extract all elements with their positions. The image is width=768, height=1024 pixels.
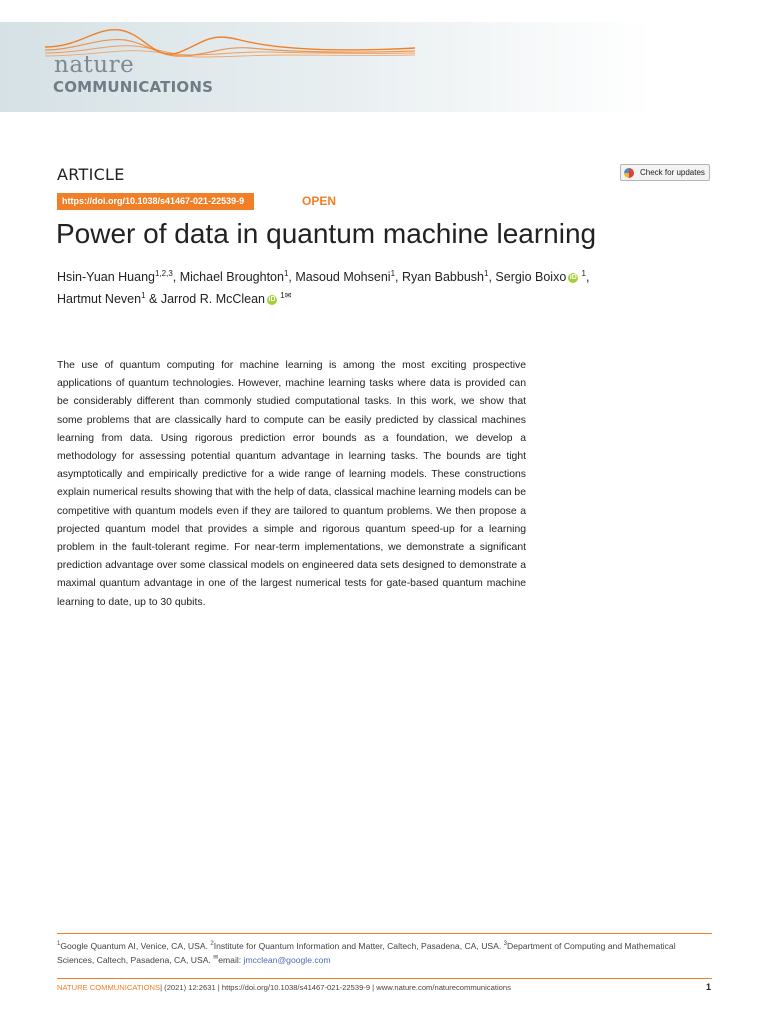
affiliations-footnote bbox=[57, 940, 712, 967]
email-envelope-icon: ✉ bbox=[213, 954, 219, 961]
email-label: email: bbox=[218, 954, 244, 965]
author-separator: , bbox=[288, 270, 296, 284]
author-affiliation: 1 bbox=[484, 268, 489, 278]
journal-logo-communications: COMMUNICATIONS bbox=[53, 78, 214, 96]
author-separator: , bbox=[172, 270, 180, 284]
affiliation-3-number: 3 bbox=[503, 941, 507, 948]
page-number: 1 bbox=[705, 982, 711, 992]
author-name[interactable]: Hartmut Neven bbox=[57, 292, 142, 306]
author-affiliation: 1 bbox=[283, 268, 289, 278]
author-affiliation: 1,2,3 bbox=[154, 268, 173, 278]
footnote-divider bbox=[57, 933, 712, 934]
footer-citation: | (2021) 12:2631 | https://doi.org/10.1038/s41467-021-22539-9 | www.nature.com/naturecommunications bbox=[160, 983, 511, 992]
check-for-updates-button[interactable] bbox=[620, 164, 710, 181]
affiliation-1: Google Quantum AI, Venice, CA, USA. bbox=[60, 941, 211, 951]
author-affiliation: 1 bbox=[390, 268, 396, 278]
crossmark-icon bbox=[624, 168, 634, 178]
abstract: The use of quantum computing for machine learning is among the most exciting prospective applications of quantum technologies. However, machine learning tasks where data is provided can be considerably different than commonly studied computational tasks. In this work, we show that some problems that are classically hard to compute can be easily predicted by classical machines learning from data. Using rigorous prediction error bounds as a foundation, we develop a methodology for assessing potential quantum advantage in learning tasks. The bounds are tight asymptotically and empirically predictive for a wide range of learning models. These constructions explain numerical results showing that with the help of data, classical machine learning models can be competitive with quantum models even if they are tailored to quantum problems. We then propose a projected quantum model that provides a simple and rigorous quantum speed-up for a learning problem in the fault-tolerant regime. For near-term implementations, we demonstrate a significant prediction advantage over some classical models on engineered data sets designed to demonstrate a maximal quantum advantage in one of the largest numerical tests for gate-based quantum machine learning to date, up to 30 qubits. bbox=[57, 360, 526, 608]
footer-divider bbox=[57, 978, 712, 979]
author-name[interactable]: Masoud Mohseni bbox=[295, 270, 391, 284]
corresponding-email-link[interactable]: jmcclean@google.com bbox=[243, 954, 331, 965]
logo-wave-1 bbox=[45, 30, 415, 54]
orcid-icon[interactable]: iD bbox=[569, 273, 577, 281]
author-separator: , bbox=[585, 270, 590, 284]
author-separator: & bbox=[145, 292, 161, 306]
article-title: Power of data in quantum machine learning bbox=[56, 218, 597, 249]
author-affiliation: 1 bbox=[141, 290, 146, 300]
author-name[interactable]: Sergio Boixo bbox=[495, 270, 567, 284]
author-list bbox=[57, 266, 717, 310]
author-separator: , bbox=[395, 270, 402, 284]
author-name[interactable]: Hsin-Yuan Huang bbox=[57, 270, 155, 284]
footer-journal-name: NATURE COMMUNICATIONS bbox=[57, 983, 161, 992]
article-type: ARTICLE bbox=[57, 165, 125, 184]
orcid-icon[interactable]: iD bbox=[268, 295, 276, 303]
doi-link[interactable]: https://doi.org/10.1038/s41467-021-22539-9 bbox=[57, 193, 254, 210]
affiliation-3: Department of Computing and Mathematical Sciences, Caltech, Pasadena, CA, USA. bbox=[57, 941, 676, 965]
author-name[interactable]: Ryan Babbush bbox=[401, 270, 484, 284]
check-for-updates-label: Check for updates bbox=[640, 168, 705, 177]
affiliation-1-number: 1 bbox=[57, 941, 61, 948]
affiliation-2: Institute for Quantum Information and Matter, Caltech, Pasadena, CA, USA. bbox=[213, 941, 504, 951]
author-name[interactable]: Michael Broughton bbox=[179, 270, 284, 284]
affiliation-2-number: 2 bbox=[210, 941, 214, 948]
journal-logo-nature: nature bbox=[54, 52, 135, 78]
author-affiliation: 1✉ bbox=[278, 290, 292, 300]
page-footer bbox=[57, 983, 657, 992]
author-name[interactable]: Jarrod R. McClean bbox=[160, 292, 266, 306]
author-separator: , bbox=[488, 270, 496, 284]
open-access-label: OPEN bbox=[302, 194, 337, 208]
author-affiliation: 1 bbox=[579, 268, 586, 278]
